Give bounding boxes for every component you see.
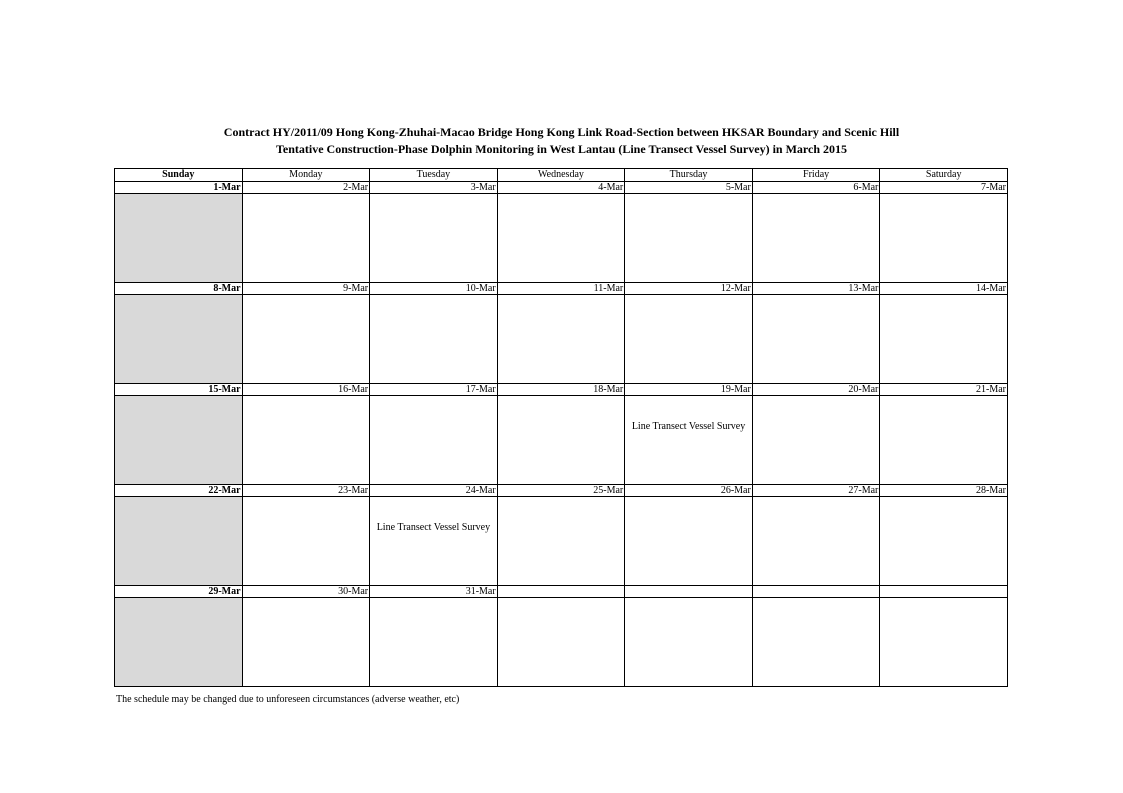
day-cell (497, 194, 625, 283)
event-label: Line Transect Vessel Survey (376, 522, 491, 533)
week-body-row (115, 396, 1008, 485)
day-cell (625, 598, 753, 687)
day-cell (625, 295, 753, 384)
day-cell (752, 194, 880, 283)
week-body-row (115, 497, 1008, 586)
date-label: 20-Mar (752, 384, 880, 396)
date-label: 21-Mar (880, 384, 1008, 396)
day-cell (242, 598, 370, 687)
date-label: 25-Mar (497, 485, 625, 497)
date-label: 4-Mar (497, 182, 625, 194)
day-cell (115, 497, 243, 586)
day-cell (625, 194, 753, 283)
date-label (880, 586, 1008, 598)
day-cell (752, 295, 880, 384)
weekday-header-row (115, 169, 1008, 182)
date-label: 7-Mar (880, 182, 1008, 194)
day-cell (115, 194, 243, 283)
date-label: 11-Mar (497, 283, 625, 295)
day-cell (752, 497, 880, 586)
day-cell (880, 194, 1008, 283)
date-label: 10-Mar (370, 283, 498, 295)
date-label: 19-Mar (625, 384, 753, 396)
date-label: 30-Mar (242, 586, 370, 598)
date-label: 5-Mar (625, 182, 753, 194)
day-cell (115, 295, 243, 384)
date-label: 13-Mar (752, 283, 880, 295)
day-cell (880, 295, 1008, 384)
day-cell (497, 598, 625, 687)
document-title: Contract HY/2011/09 Hong Kong-Zhuhai-Macao Bridge Hong Kong Link Road-Section between HKSAR Boundary and Scenic Hill (223, 125, 900, 139)
day-cell (370, 598, 498, 687)
date-label: 18-Mar (497, 384, 625, 396)
day-cell (370, 194, 498, 283)
weekday-header-wednesday: Wednesday (497, 169, 625, 182)
day-cell (242, 194, 370, 283)
date-label: 15-Mar (115, 384, 243, 396)
date-label (752, 586, 880, 598)
date-label: 31-Mar (370, 586, 498, 598)
date-label: 3-Mar (370, 182, 498, 194)
date-label: 14-Mar (880, 283, 1008, 295)
document-subtitle: Tentative Construction-Phase Dolphin Monitoring in West Lantau (Line Transect Vessel Survey) in March 2015 (275, 142, 848, 156)
week-date-row (115, 586, 1008, 598)
day-cell (370, 295, 498, 384)
date-label: 17-Mar (370, 384, 498, 396)
day-cell (752, 396, 880, 485)
day-cell (625, 497, 753, 586)
day-cell (370, 497, 498, 586)
date-label: 9-Mar (242, 283, 370, 295)
day-cell (115, 598, 243, 687)
date-label: 1-Mar (115, 182, 243, 194)
week-date-row (115, 485, 1008, 497)
weekday-header-sunday: Sunday (115, 169, 243, 182)
weekday-header-tuesday: Tuesday (370, 169, 498, 182)
day-cell (115, 396, 243, 485)
week-date-row (115, 384, 1008, 396)
date-label (497, 586, 625, 598)
date-label: 6-Mar (752, 182, 880, 194)
day-cell (880, 396, 1008, 485)
week-body-row (115, 295, 1008, 384)
date-label: 28-Mar (880, 485, 1008, 497)
date-label: 23-Mar (242, 485, 370, 497)
day-cell (752, 598, 880, 687)
weekday-header-thursday: Thursday (625, 169, 753, 182)
day-cell (242, 396, 370, 485)
event-label: Line Transect Vessel Survey (631, 421, 746, 432)
week-date-row (115, 182, 1008, 194)
date-label: 26-Mar (625, 485, 753, 497)
day-cell (497, 497, 625, 586)
date-label: 8-Mar (115, 283, 243, 295)
date-label: 2-Mar (242, 182, 370, 194)
day-cell (497, 295, 625, 384)
schedule-footnote: The schedule may be changed due to unforeseen circumstances (adverse weather, etc) (116, 694, 460, 705)
date-label: 29-Mar (115, 586, 243, 598)
day-cell (242, 295, 370, 384)
date-label: 16-Mar (242, 384, 370, 396)
day-cell (880, 497, 1008, 586)
weekday-header-saturday: Saturday (880, 169, 1008, 182)
week-body-row (115, 194, 1008, 283)
day-cell (880, 598, 1008, 687)
day-cell (242, 497, 370, 586)
week-body-row (115, 598, 1008, 687)
weekday-header-friday: Friday (752, 169, 880, 182)
day-cell (370, 396, 498, 485)
calendar-table (114, 168, 1008, 687)
weekday-header-monday: Monday (242, 169, 370, 182)
day-cell (497, 396, 625, 485)
date-label: 24-Mar (370, 485, 498, 497)
date-label: 22-Mar (115, 485, 243, 497)
date-label: 12-Mar (625, 283, 753, 295)
date-label: 27-Mar (752, 485, 880, 497)
date-label (625, 586, 753, 598)
week-date-row (115, 283, 1008, 295)
day-cell (625, 396, 753, 485)
